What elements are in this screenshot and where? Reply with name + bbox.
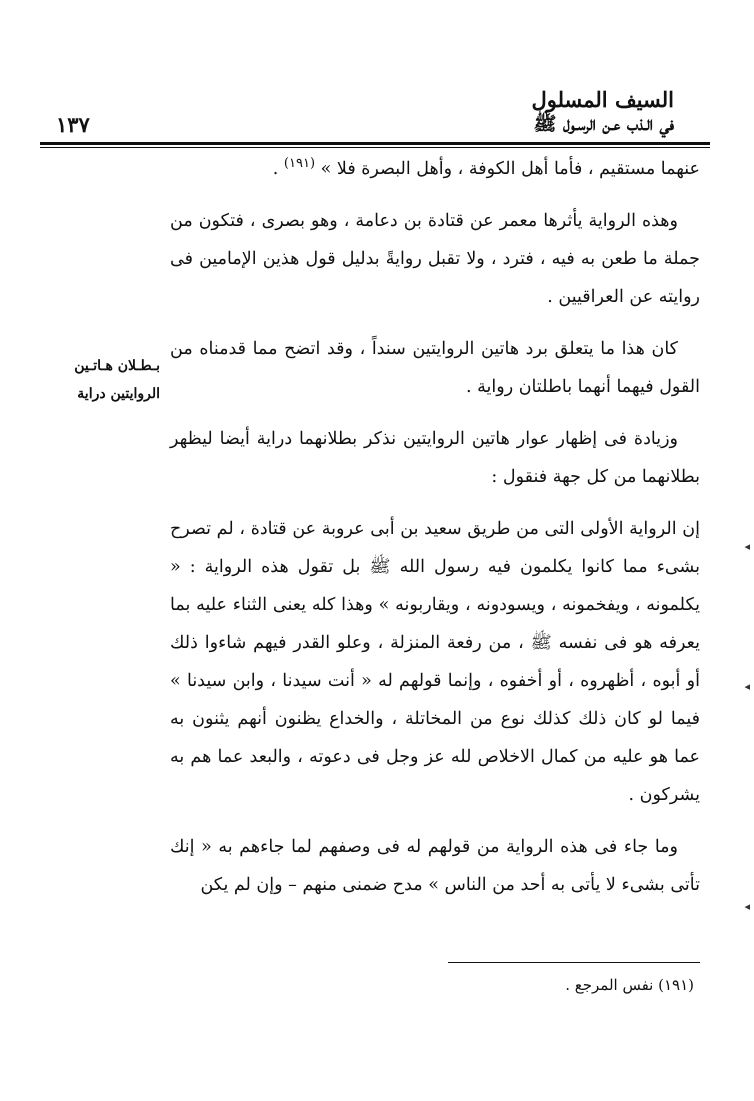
footnote-reference: (١٩١) bbox=[283, 156, 316, 172]
footnote: (١٩١) نفس المرجع . bbox=[565, 976, 694, 994]
paragraph-5: إن الرواية الأولى التى من طريق سعيد بن أبى عروبة عن قتادة ، لم تصرح بشىء مما كانوا يكلمون فيه رسول الله ﷺ بل تقول هذه الرواية : « يكلمونه ، ويفخمونه ، ويسودونه ، ويقاربونه » وهذا كله يعنى الثناء عليه بما يعرفه هو فى نفسه ﷺ ، من رفعة المنزلة ، وعلو القدر فيهم شاءوا ذلك أو أبوه ، أظهروه ، أو أخفوه ، وإنما قولهم له « أنت سيدنا ، وابن سيدنا » فيما لو كان ذلك كذلك نوع من المخاتلة ، والخداع يظنون أنهم يثنون به عما هو عليه من كمال الاخلاص لله عز وجل فى دعوته ، والبعد عما هم به يشركون . bbox=[170, 519, 700, 805]
header-rule-thick bbox=[40, 142, 710, 145]
margin-note-line1: بـطـلان هـاتـين bbox=[74, 358, 160, 374]
margin-note bbox=[30, 352, 160, 408]
page-number: ١٣٧ bbox=[56, 112, 90, 137]
header-title bbox=[531, 88, 674, 136]
footnote-rule bbox=[448, 962, 700, 963]
margin-note-line2: الروايتين دراية bbox=[77, 386, 160, 402]
scan-edge-mark: ◂ bbox=[744, 540, 750, 553]
header-title-line1: السيف المسلول bbox=[531, 87, 674, 112]
paragraph-4: وزيادة فى إظهار عوار هاتين الروايتين نذكر بطلانهما دراية أيضا ليظهر بطلانهما من كل جهة فنقول : bbox=[170, 429, 700, 487]
paragraph-2: وهذه الرواية يأثرها معمر عن قتادة بن دعامة ، وهو بصرى ، فتكون من جملة ما طعن به فيه ، فترد ، ولا تقبل روايةً بدليل قول هذين الإمامين فى روايته عن العراقيين . bbox=[170, 211, 700, 307]
header-title-line2: في الـذب عـن الرسـول ﷺ bbox=[533, 113, 674, 135]
paragraph-1 bbox=[170, 150, 700, 188]
header-rule-thin bbox=[40, 147, 710, 148]
body-text bbox=[170, 150, 700, 918]
paragraph-1-text: عنهما مستقيم ، فأما أهل الكوفة ، وأهل البصرة فلا » bbox=[320, 159, 700, 179]
scan-edge-mark: ◂ bbox=[744, 680, 750, 693]
paragraph-3: كان هذا ما يتعلق برد هاتين الروايتين سنداً ، وقد اتضح مما قدمناه من القول فيهما أنهما باطلتان رواية . bbox=[170, 339, 700, 397]
paragraph-6: وما جاء فى هذه الرواية من قولهم له فى وصفهم لما جاءهم به « إنك تأتى بشىء لا يأتى به أحد من الناس » مدح ضمنى منهم – وإن لم يكن bbox=[170, 837, 700, 895]
scan-edge-mark: ◂ bbox=[744, 900, 750, 913]
paragraph-1-end: . bbox=[272, 159, 284, 179]
